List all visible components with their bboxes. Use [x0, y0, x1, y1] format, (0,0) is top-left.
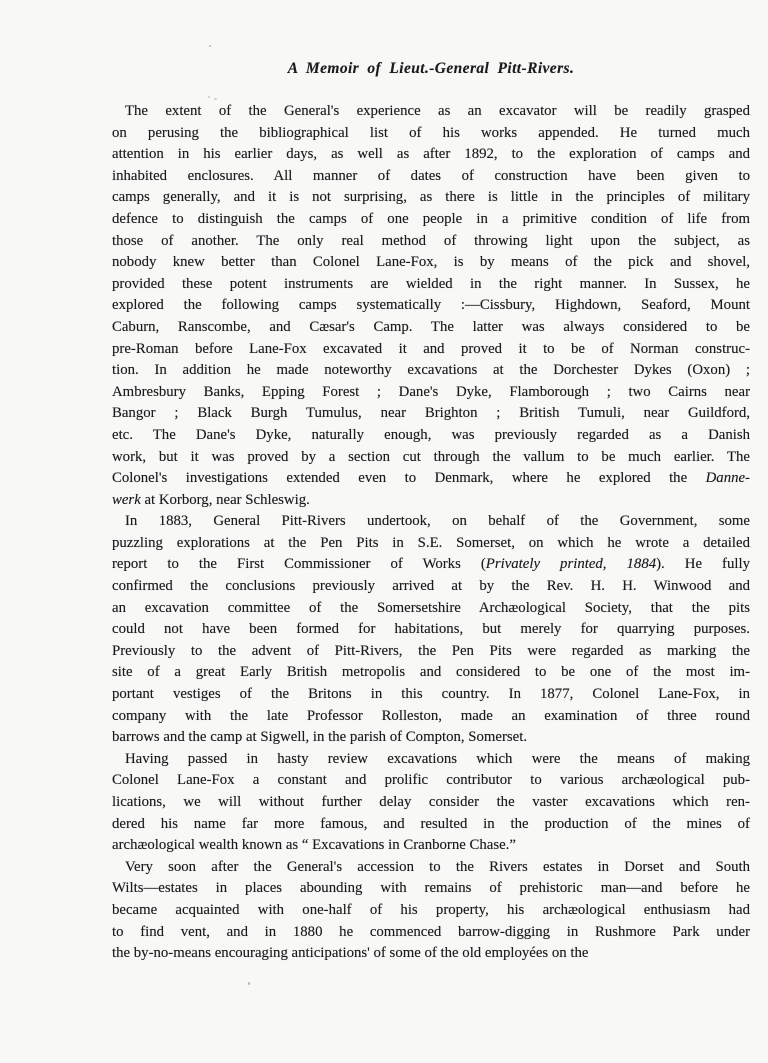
text-line: Having passed in hasty review excavations which were the means of making	[125, 750, 750, 767]
text-line: Bangor ; Black Burgh Tumulus, near Brighton ; British Tumuli, near Guildford,	[112, 405, 750, 422]
text-line: Caburn, Ranscombe, and Cæsar's Camp. The latter was always considered to be	[112, 318, 750, 335]
scan-artifact	[214, 98, 217, 100]
text-line: site of a great Early British metropolis and considered to be one of the most im-	[112, 664, 750, 681]
text-line: work, but it was proved by a section cut through the vallum to be much earlier. The	[112, 448, 750, 465]
text-line: report to the First Commissioner of Works (Privately printed, 1884). He fully	[112, 556, 750, 573]
text-line: Previously to the advent of Pitt-Rivers, the Pen Pits were regarded as marking the	[112, 642, 750, 659]
text-line: became acquainted with one-half of his property, his archæological enthusiasm had	[112, 901, 750, 918]
page-title: A Memoir of Lieut.-General Pitt-Rivers.	[287, 60, 575, 77]
text-line: provided these potent instruments are wielded in the right manner. In Sussex, he	[112, 275, 750, 292]
text-line: an excavation committee of the Somersetshire Archæological Society, that the pits	[112, 599, 750, 616]
text-line: barrows and the camp at Sigwell, in the parish of Compton, Somerset.	[112, 729, 528, 746]
text-line: defence to distinguish the camps of one people in a primitive condition of life from	[112, 210, 750, 227]
text-line: archæological wealth known as “ Excavations in Cranborne Chase.”	[112, 837, 516, 854]
text-line: could not have been formed for habitations, but merely for quarrying purposes.	[112, 621, 750, 638]
text-line: lications, we will without further delay consider the vaster excavations which ren-	[112, 794, 750, 810]
paragraph	[112, 857, 750, 965]
text-line: werk at Korborg, near Schleswig.	[112, 491, 310, 508]
text-line: on perusing the bibliographical list of his works appended. He turned much	[112, 124, 750, 141]
text-line: tion. In addition he made noteworthy excavations at the Dorchester Dykes (Oxon) ;	[112, 362, 750, 379]
text-line: to find vent, and in 1880 he commenced barrow-digging in Rushmore Park under	[112, 923, 750, 940]
paragraph	[112, 511, 750, 749]
text-line: dered his name far more famous, and resulted in the production of the mines of	[112, 815, 750, 832]
text-line: Very soon after the General's accession to the Rivers estates in Dorset and South	[125, 858, 750, 875]
text-line: Colonel Lane-Fox a constant and prolific contributor to various archæological pub-	[112, 772, 750, 789]
text-line: Wilts—estates in places abounding with remains of prehistoric man—and before he	[112, 880, 750, 897]
text-line: The extent of the General's experience as an excavator will be readily grasped	[125, 103, 750, 119]
text-line: pre-Roman before Lane-Fox excavated it and proved it to be of Norman construc-	[112, 340, 750, 357]
text-line: those of another. The only real method of throwing light upon the subject, as	[112, 232, 750, 249]
scan-artifact	[208, 96, 210, 98]
text-line: Ambresbury Banks, Epping Forest ; Dane's Dyke, Flamborough ; two Cairns near	[112, 383, 750, 400]
text-block	[112, 101, 750, 965]
text-line: the by-no-means encouraging anticipations' of some of the old employées on the	[112, 945, 589, 962]
text-line: Colonel's investigations extended even to Denmark, where he explored the Danne-	[112, 470, 750, 487]
text-line: portant vestiges of the Britons in this country. In 1877, Colonel Lane-Fox, in	[112, 686, 750, 703]
scan-artifact	[209, 45, 211, 47]
scan-artifact	[248, 982, 250, 985]
text-line: etc. The Dane's Dyke, naturally enough, was previously regarded as a Danish	[112, 426, 750, 443]
paragraph	[112, 101, 750, 511]
paragraph	[112, 749, 750, 857]
text-line: explored the following camps systematically :—Cissbury, Highdown, Seaford, Mount	[112, 297, 750, 314]
text-line: camps generally, and it is not surprising, as there is little in the principles of military	[112, 189, 750, 206]
text-line: inhabited enclosures. All manner of dates of construction have been given to	[112, 167, 750, 184]
text-line: confirmed the conclusions previously arrived at by the Rev. H. H. Winwood and	[112, 578, 750, 595]
text-line: attention in his earlier days, as well as after 1892, to the exploration of camps and	[112, 146, 750, 163]
text-line: nobody knew better than Colonel Lane-Fox, is by means of the pick and shovel,	[112, 254, 750, 271]
text-line: In 1883, General Pitt-Rivers undertook, on behalf of the Government, some	[125, 513, 750, 530]
text-line: puzzling explorations at the Pen Pits in S.E. Somerset, on which he wrote a detailed	[112, 534, 750, 551]
text-line: company with the late Professor Rolleston, made an examination of three round	[112, 707, 750, 724]
